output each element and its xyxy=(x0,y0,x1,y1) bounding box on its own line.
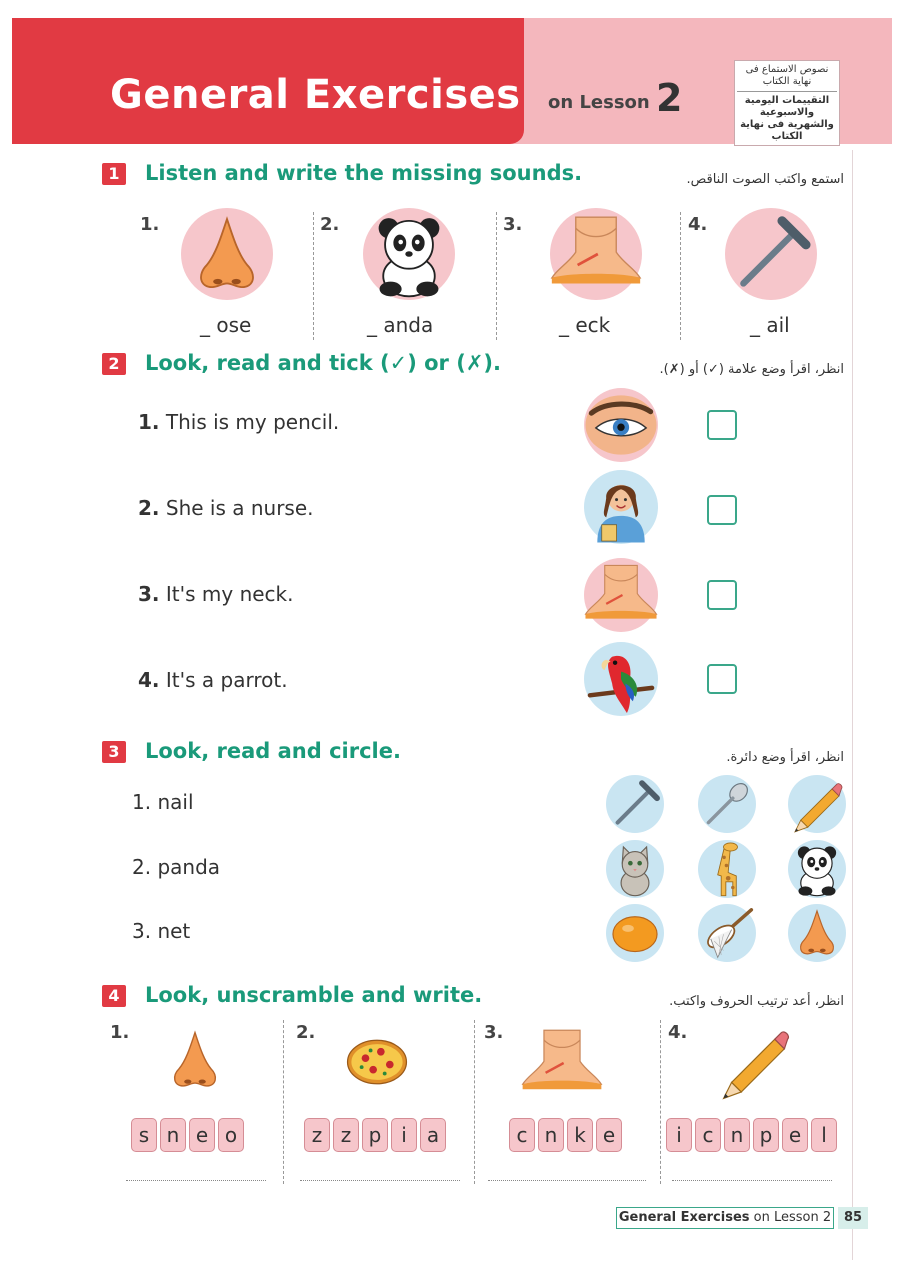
letter-tile: i xyxy=(666,1118,692,1152)
section-3-arabic: انظر، اقرأ وضع دائرة. xyxy=(726,750,844,765)
missing-sound-word[interactable]: _ eck xyxy=(559,313,611,337)
section-4-title: Look, unscramble and write. xyxy=(145,983,483,1007)
letter-tile: s xyxy=(131,1118,157,1152)
egg-icon xyxy=(606,904,664,962)
section-2-arabic: انظر، اقرأ وضع علامة (✓) أو (✗). xyxy=(659,362,844,377)
panda-icon xyxy=(788,840,846,898)
letter-tile: z xyxy=(333,1118,359,1152)
sentence-text: This is my pencil. xyxy=(165,410,340,434)
neck-icon xyxy=(514,1022,610,1104)
picture-circle xyxy=(584,558,658,632)
divider xyxy=(474,1020,475,1184)
letter-tile: k xyxy=(567,1118,593,1152)
tick-checkbox[interactable] xyxy=(707,410,737,440)
section-1-title: Listen and write the missing sounds. xyxy=(145,161,583,185)
answer-line[interactable] xyxy=(126,1180,266,1181)
footer-title: General Exercises xyxy=(618,1210,750,1225)
letter-tiles xyxy=(509,1118,622,1152)
target-word xyxy=(132,790,194,814)
spoon-icon xyxy=(698,775,756,833)
item-number: 4. xyxy=(668,1022,688,1043)
item-number: 1. xyxy=(140,214,160,235)
section-3-title: Look, read and circle. xyxy=(145,739,401,763)
letter-tiles xyxy=(131,1118,244,1152)
section-1-number: 1 xyxy=(102,163,126,185)
letter-tile: n xyxy=(160,1118,186,1152)
sentence xyxy=(138,582,293,606)
sentence xyxy=(138,496,314,520)
choice-circle[interactable] xyxy=(788,775,846,833)
lesson-number: 2 xyxy=(656,76,683,120)
item-number: 3. xyxy=(503,214,523,235)
pencil-icon xyxy=(706,1020,802,1100)
picture-circle xyxy=(584,642,658,716)
sentence xyxy=(138,668,288,692)
picture-circle xyxy=(363,208,455,300)
nose-icon xyxy=(788,904,846,962)
tick-checkbox[interactable] xyxy=(707,580,737,610)
item-number: 3. xyxy=(132,919,152,943)
footer-subtitle: on Lesson 2 xyxy=(753,1210,832,1225)
choice-circle[interactable] xyxy=(698,904,756,962)
item-number: 1. xyxy=(110,1022,130,1043)
item-number: 2. xyxy=(138,496,160,520)
letter-tile: c xyxy=(695,1118,721,1152)
section-3-number: 3 xyxy=(102,741,126,763)
picture-circle xyxy=(584,470,658,544)
page-fold-line xyxy=(852,150,853,1260)
divider xyxy=(283,1020,284,1184)
item-number: 2. xyxy=(132,855,152,879)
letter-tile: p xyxy=(362,1118,388,1152)
page-subtitle: on Lesson xyxy=(548,92,650,113)
reference-listening: نصوص الاستماع فى نهاية الكتاب xyxy=(737,64,837,92)
letter-tile: e xyxy=(596,1118,622,1152)
cat-icon xyxy=(606,840,664,898)
missing-sound-word[interactable]: _ anda xyxy=(367,313,434,337)
letter-tiles xyxy=(304,1118,446,1152)
target-word xyxy=(132,919,190,943)
footer-label xyxy=(616,1207,834,1229)
section-2-number: 2 xyxy=(102,353,126,375)
divider xyxy=(680,212,681,340)
section-4-arabic: انظر، أعد ترتيب الحروف واكتب. xyxy=(669,994,844,1009)
item-number: 3. xyxy=(138,582,160,606)
item-number: 4. xyxy=(688,214,708,235)
nurse-icon xyxy=(584,470,658,544)
choice-circle[interactable] xyxy=(788,840,846,898)
choice-circle[interactable] xyxy=(698,775,756,833)
tick-checkbox[interactable] xyxy=(707,495,737,525)
neck-icon xyxy=(550,208,642,300)
item-number: 2. xyxy=(320,214,340,235)
neck-icon xyxy=(584,558,658,632)
letter-tile: e xyxy=(189,1118,215,1152)
word-text: nail xyxy=(157,790,194,814)
net-icon xyxy=(698,904,756,962)
reference-box xyxy=(734,60,840,146)
nail-icon xyxy=(606,775,664,833)
item-number: 3. xyxy=(484,1022,504,1043)
divider xyxy=(496,212,497,340)
answer-line[interactable] xyxy=(300,1180,460,1181)
picture-circle xyxy=(550,208,642,300)
picture-circle xyxy=(181,208,273,300)
answer-line[interactable] xyxy=(672,1180,832,1181)
item-number: 1. xyxy=(132,790,152,814)
nose-icon xyxy=(156,1024,234,1096)
letter-tile: e xyxy=(782,1118,808,1152)
choice-circle[interactable] xyxy=(698,840,756,898)
parrot-icon xyxy=(584,642,658,716)
word-text: panda xyxy=(157,855,221,879)
answer-line[interactable] xyxy=(488,1180,646,1181)
picture-circle xyxy=(725,208,817,300)
choice-circle[interactable] xyxy=(606,840,664,898)
letter-tile: l xyxy=(811,1118,837,1152)
divider xyxy=(660,1020,661,1184)
letter-tile: n xyxy=(724,1118,750,1152)
sentence-text: It's my neck. xyxy=(165,582,294,606)
letter-tile: i xyxy=(391,1118,417,1152)
letter-tile: p xyxy=(753,1118,779,1152)
choice-circle[interactable] xyxy=(606,775,664,833)
eye-icon xyxy=(584,388,658,462)
item-number: 1. xyxy=(138,410,160,434)
reference-assessments: التقييمات اليومية والاسبوعية والشهرية فى نهاية الكتاب xyxy=(740,95,834,142)
sentence-text: She is a nurse. xyxy=(165,496,314,520)
letter-tile: a xyxy=(420,1118,446,1152)
choice-circle[interactable] xyxy=(606,904,664,962)
word-text: net xyxy=(157,919,191,943)
page-number: 85 xyxy=(838,1207,868,1229)
pencil-icon xyxy=(788,775,846,833)
letter-tile: c xyxy=(509,1118,535,1152)
section-1-arabic: استمع واكتب الصوت الناقص. xyxy=(686,172,844,187)
section-2-title: Look, read and tick (✓) or (✗). xyxy=(145,351,501,375)
item-number: 4. xyxy=(138,668,160,692)
item-number: 2. xyxy=(296,1022,316,1043)
nail-icon xyxy=(725,208,817,300)
choice-circle[interactable] xyxy=(788,904,846,962)
section-4-number: 4 xyxy=(102,985,126,1007)
panda-icon xyxy=(363,208,455,300)
sentence-text: It's a parrot. xyxy=(165,668,288,692)
letter-tiles xyxy=(666,1118,837,1152)
letter-tile: z xyxy=(304,1118,330,1152)
picture-circle xyxy=(584,388,658,462)
divider xyxy=(313,212,314,340)
letter-tile: n xyxy=(538,1118,564,1152)
giraffe-icon xyxy=(698,840,756,898)
sentence xyxy=(138,410,339,434)
target-word xyxy=(132,855,220,879)
nose-icon xyxy=(181,208,273,300)
tick-checkbox[interactable] xyxy=(707,664,737,694)
page-title: General Exercises xyxy=(110,72,521,118)
missing-sound-word[interactable]: _ ail xyxy=(750,313,790,337)
missing-sound-word[interactable]: _ ose xyxy=(200,313,252,337)
pizza-icon xyxy=(334,1030,420,1094)
letter-tile: o xyxy=(218,1118,244,1152)
